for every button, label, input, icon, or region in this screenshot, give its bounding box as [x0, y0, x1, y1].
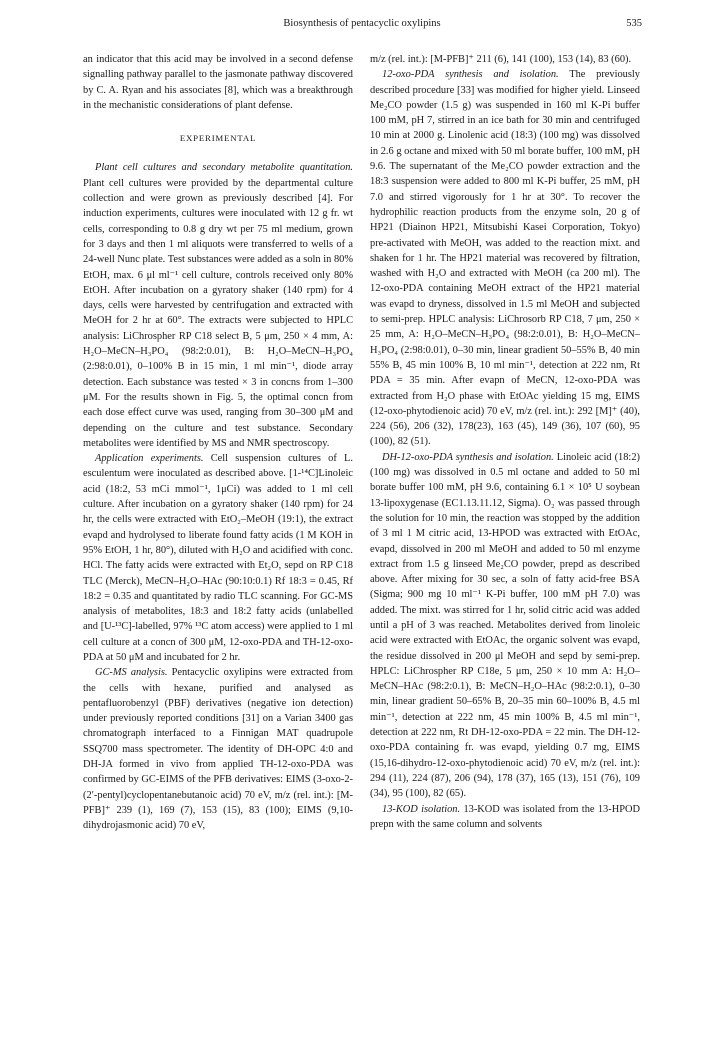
- runin-heading: Application experiments.: [95, 453, 204, 465]
- paragraph-body: Linoleic acid (18:2) (100 mg) was dissolved in 0.5 ml octane and added to 50 ml borate buffer 100 mM, pH 9.6, containing 6.1 × 10⁵ U soybean 13-lipoxygenase (EC1.13.11.12, Sigma). O₂ was passed through the solution for 10 min, the reaction was stopped by the addition of 3 ml 1 M citric acid, 13-HPOD was extracted with EtOAc, evapd, dissolved in 200 ml MeOH and added to 50 ml enzyme extract from 1.5 g linseed Me₂CO powder, prepd as described above. After mixing for 30 sec, a soln of fatty acid-free BSA (Sigma; 900 mg 10 ml⁻¹ K-Pi buffer, 100 mM pH 7.0) was added. The mixt. was stirred for 1 hr, solid citric acid was added until a pH of 3 was reached. Metabolites derived from linoleic acid were extracted with EtOAc, the organic solvent was evapd, the residue dissolved in 200 μl MeOH and sepd by semi-prep. HPLC: LiChrospher RP C18e, 5 μm, 250 × 10 mm A: H₂O–MeCN–HAc (98:2:0.1), B: MeCN–H₂O–HAc (98:2:0.1), 0–30 min, linear gradient 50–65% B, 20–35 min 60–100% B, 4.5 ml min⁻¹, detection at 222 nm, 45 min 100% B, 4.5 ml min⁻¹, detection at 222 nm, Rt DH-12-oxo-PDA = 22 min. The DH-12-oxo-PDA containing fr. was evapd, yielding 0.7 mg, EIMS (15,16-dihydro-12-oxo-phytodienoic acid) 70 eV, m/z (rel. int.): 294 (11), 224 (87), 206 (94), 178 (37), 165 (13), 151 (76), 109 (34), 95 (100), 82 (65).: [370, 451, 640, 800]
- paragraph-12-oxo-pda: [370, 67, 640, 449]
- paragraph-gcms: [83, 665, 353, 833]
- runin-heading: GC-MS analysis.: [95, 667, 168, 679]
- intro-paragraph: an indicator that this acid may be involved in a second defense signalling pathway parallel to the jasmonate pathway discovered by C. A. Ryan and his associates [8], which was a breakthrough in the mechanistic considerations of plant defense.: [83, 54, 353, 111]
- paragraph-body: The previously described procedure [33] was modified for higher yield. Linseed Me₂CO powder (1.5 g) was suspended in 160 ml K-Pi buffer 100 mM, pH 7, stirred in an ice bath for 30 min and centrifuged 10 min at 2000 g. Linolenic acid (18:3) (100 mg) was dissolved in 2.6 g octane and mixed with 50 ml borate buffer, 100 mM, pH 9.6. The supernatant of the Me₂CO powder extraction and the 18:3 suspension were added to 800 ml K-Pi buffer, 25 mM, pH 7.0 and stirred vigorously for 1 hr at 30°. To recover the hydrophilic reaction products from the enzyme soln, 20 g of HP21 (Diainon HP21, Mitsubishi Kasei Corporation, Tokyo) pre-activated with MeOH, was added to the reaction mixt. and shaken for 1 hr. The HP21 material was recovered by filtration, washed with H₂O and extracted with MeOH (ca 200 ml). The 12-oxo-PDA containing MeOH extract of the HP21 material was evapd to dryness, dissolved in 1.5 ml MeOH and subjected to semi-prep. HPLC analysis: LiChrosorb RP C18, 7 μm, 250 × 25 mm, A: H₂O–MeCN–H₃PO₄ (98:2:0.01), B: H₂O–MeCN–H₃PO₄ (2:98:0.01), 0–30 min, linear gradient 50–55% B, 40 min 55% B, 45 min 100% B, 10 ml min⁻¹, detection at 222 nm, Rt PDA = 35 min. After evapn of MeCN, 12-oxo-PDA was extracted from H₂O phase with EtOAc yielding 15 mg, EIMS (12-oxo-phytodienoic acid) 70 eV, m/z (rel. int.): 292 [M]⁺ (40), 224 (56), 206 (32), 178(23), 163 (45), 149 (36), 107 (60), 95 (100), 82 (51).: [370, 69, 640, 448]
- paragraph-dh-12-oxo-pda: [370, 450, 640, 802]
- running-header: [82, 18, 642, 36]
- page-number: 535: [626, 18, 642, 29]
- runin-heading: 13-KOD isolation.: [382, 803, 461, 815]
- continuation-paragraph: m/z (rel. int.): [M-PFB]⁺ 211 (6), 141 (100), 153 (14), 83 (60).: [370, 54, 632, 65]
- runin-heading: Plant cell cultures and secondary metabolite quantitation.: [95, 162, 353, 174]
- running-title: Biosynthesis of pentacyclic oxylipins: [283, 18, 441, 29]
- left-column: [83, 52, 353, 834]
- right-column: [370, 52, 640, 832]
- paragraph-application: [83, 451, 353, 665]
- paragraph-cell-cultures: [83, 160, 353, 451]
- paragraph-body: Cell suspension cultures of L. esculentum were inoculated as described above. [1-¹⁴C]Linoleic acid (18:2, 53 mCi mmol⁻¹, 1μCi) was added to 1 ml cell culture. After incubation on a gyratory shaker (140 rpm) for 24 hr, the cells were extracted with EtO₂–MeOH (19:1), the extract evapd and hydrolysed to liberate found fatty acids (1 M KOH in 95% EtOH, 1 hr, 80°), diluted with H₂O and acidified with conc. HCl. The fatty acids were extracted with Et₂O, sepd on RP C18 TLC (Merck), MeCN–H₂O–HAc (90:10:0.1) Rf 18:3 = 0.45, Rf 18:2 = 0.35 and quantitated by radio TLC scanning. For GC-MS analysis of metabolites, 18:3 and 18:2 fatty acids (unlabelled and [U-¹³C]-labelled, 97% ¹³C atom access) were applied to 1 ml cell culture at a concn of 300 μM, 12-oxo-PDA and TH-12-oxo-PDA at 50 μM and incubated for 2 hr.: [83, 453, 353, 663]
- paragraph-body: Pentacyclic oxylipins were extracted from the cells with hexane, purified and analysed as pentafluorobenzyl (PBF) derivatives (negative ion detection) under previously reported conditions [31] on a Varian 3400 gas chromatograph interfaced to a Finnigan MAT quadrupole SSQ700 mass spectrometer. The identity of DH-OPC 4:0 and DH-JA formed in vivo from applied TH-12-oxo-PDA was confirmed by GC-EIMS of the PFB derivatives: EIMS (3-oxo-2-(2′-pentyl)cyclopentanebutanoic acid) 70 eV, m/z (rel. int.): [M-PFB]⁺ 239 (1), 169 (7), 153 (15), 83 (100); EIMS (9,10-dihydrojasmonic acid) 70 eV,: [83, 667, 353, 832]
- paragraph-body: 13-KOD was isolated from the 13-HPOD prepn with the same column and solvents: [370, 803, 640, 830]
- runin-heading: 12-oxo-PDA synthesis and isolation.: [382, 69, 559, 81]
- paragraph-body: Plant cell cultures were provided by the departmental culture collection and were grown as previously described [4]. For induction experiments, cultures were inoculated with 12 g fr. wt cells, corresponding to 0.8 g dry wt per 75 ml medium, grown for 3 days and then 1 ml aliquots were transferred to wells of a 24-well Nunc plate. Test substances were added as a soln in 80% EtOH, max. 6 μl ml⁻¹ cell culture, controls received only 80% EtOH. After incubation on a gyratory shaker (140 rpm) for 4 days, cells were harvested by centrifugation and extracted with MeOH for 2 hr at 60°. The extracts were subjected to HPLC analysis: LiChrospher RP C18 select B, 5 μm, 250 × 4 mm, A: H₂O–MeCN–H₃PO₄ (98:2:0.01), B: H₂O–MeCN–H₃PO₄ (2:98:0.01), 0–100% B in 15 min, 1 ml min⁻¹, diode array detection. Each substance was tested × 3 in concns from 1–300 μM. For the results shown in Fig. 5, the optimal concn from each dose effect curve was used, ranging from 30–300 μM and depending on the culture and test substance. Secondary metabolites were identified by MS and NMR spectroscopy.: [83, 177, 353, 449]
- paragraph-13-kod: [370, 802, 640, 833]
- section-heading: EXPERIMENTAL: [179, 133, 257, 144]
- runin-heading: DH-12-oxo-PDA synthesis and isolation.: [382, 451, 554, 463]
